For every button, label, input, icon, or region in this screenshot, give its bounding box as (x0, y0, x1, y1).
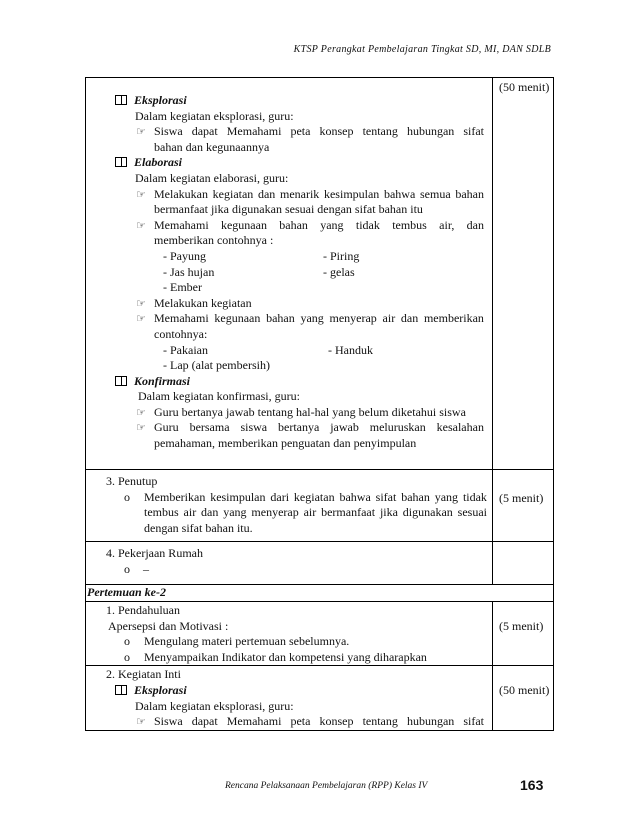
list-text: contohnya: (154, 326, 208, 341)
table-row (86, 470, 554, 542)
word: jawab (330, 420, 359, 435)
justified-line (144, 505, 487, 521)
word: kesimpulan (323, 186, 380, 201)
word: dan (201, 505, 219, 520)
justified-line (136, 124, 484, 140)
dash-item: - Jas hujan - gelas (163, 264, 355, 279)
eksplorasi-heading: Eksplorasi (115, 683, 492, 699)
word: yang (223, 505, 247, 520)
pointing-hand-icon: ☞ (136, 187, 146, 201)
meeting-label: Pertemuan ke-2 (87, 585, 166, 599)
word: menarik (279, 186, 320, 201)
pointing-hand-icon: ☞ (136, 296, 146, 310)
dash-item: - Pakaian - Handuk (163, 342, 373, 357)
time-text: (5 menit) (499, 491, 544, 505)
word: bahwa (383, 186, 416, 201)
word: yang (300, 311, 324, 326)
time-text: (5 menit) (499, 619, 544, 633)
word: bahan (401, 489, 430, 504)
word: yang (320, 217, 344, 232)
word: bermanfaat (321, 505, 376, 520)
word: dapat (191, 714, 218, 729)
word: bersama (189, 420, 230, 435)
activity-cell (86, 470, 493, 542)
intro-text: Dalam kegiatan konfirmasi, guru: (138, 389, 300, 404)
justified-line (136, 311, 484, 327)
dash-item: - Payung - Piring (163, 248, 360, 263)
pointing-hand-icon: ☞ (136, 421, 146, 435)
list-text: bahan dan kegunaannya (154, 139, 270, 154)
justified-line (136, 186, 484, 203)
elaborasi-heading: Elaborasi (115, 155, 492, 171)
activity-cell (86, 602, 493, 666)
word: dapat (191, 124, 218, 139)
rpp-table (85, 77, 554, 731)
list-item: o Mengulang materi pertemuan sebelumnya. (124, 634, 350, 649)
word: kegunaan (220, 217, 267, 232)
section-heading: 3. Penutup (106, 474, 158, 488)
word: tembus (144, 505, 179, 520)
word: konsep (319, 124, 354, 139)
justified-line (136, 714, 484, 730)
activity-cell (86, 78, 493, 470)
word: bahan (455, 186, 484, 201)
word: dari (270, 489, 290, 504)
word: tembus (392, 217, 427, 232)
word: kegiatan (293, 489, 335, 504)
book-icon (115, 157, 127, 167)
table-row (86, 585, 554, 602)
table-row (86, 602, 554, 666)
word: sifat (463, 124, 484, 139)
word: Siswa (154, 124, 183, 139)
list-text: bermanfaat jika digunakan sesuai dengan sifat bahan itu (154, 202, 423, 217)
list-text: memberikan contohnya : (154, 233, 274, 248)
activity-cell (86, 666, 493, 730)
justified-line (136, 420, 484, 436)
time-text: (50 menit) (499, 683, 550, 698)
word: sifat (463, 714, 484, 729)
word: kesimpulan (210, 489, 266, 504)
word: Memahami (226, 714, 282, 729)
pointing-hand-icon: ☞ (136, 312, 146, 326)
word: dan (466, 217, 484, 232)
word: peta (290, 714, 311, 729)
pointing-hand-icon: ☞ (136, 405, 146, 419)
book-icon (115, 376, 127, 386)
intro-text: Dalam kegiatan elaborasi, guru: (135, 170, 289, 185)
word: konsep (319, 714, 354, 729)
list-text: pemahaman, memberikan penguatan dan penyimpulan (154, 436, 417, 451)
word: sifat (375, 489, 397, 504)
intro-text: Dalam kegiatan eksplorasi, guru: (135, 108, 294, 123)
word: Guru (154, 420, 179, 435)
word: bahan (266, 311, 295, 326)
book-icon (115, 685, 127, 695)
sub-heading: Apersepsi dan Motivasi : (108, 618, 229, 633)
dash-item: - Lap (alat pembersih) (163, 358, 270, 373)
word: bertanya (278, 420, 320, 435)
time-cell (493, 78, 554, 470)
word: semua (419, 186, 451, 201)
word: bahan (279, 217, 308, 232)
pointing-hand-icon: ☞ (136, 715, 146, 729)
word: yang (434, 489, 459, 504)
section-heading: 2. Kegiatan Inti (106, 667, 181, 682)
word: hubungan (406, 714, 455, 729)
word: Melakukan (154, 186, 208, 201)
justified-line (136, 217, 484, 234)
list-item: o – (124, 561, 149, 576)
list-text: dengan sifat bahan itu. (144, 520, 253, 535)
word: Siswa (154, 714, 183, 729)
bullet-marker: o (124, 489, 130, 504)
word: air (382, 311, 396, 326)
time-cell (493, 470, 554, 542)
meeting-label-cell (86, 585, 554, 602)
time-cell (493, 602, 554, 666)
word: tidak (355, 217, 380, 232)
list-item: ☞ Melakukan kegiatan (136, 295, 252, 310)
time-cell (493, 666, 554, 730)
word: hubungan (406, 124, 455, 139)
word: menyerap (251, 505, 299, 520)
word: digunakan (402, 505, 453, 520)
list-item: o Menyampaikan Indikator dan kompetensi yang diharapkan (124, 649, 427, 664)
word: Memberikan (144, 489, 206, 504)
time-cell (493, 542, 554, 585)
activity-cell (86, 542, 493, 585)
word: air (303, 505, 317, 520)
section-heading: 4. Pekerjaan Rumah (106, 546, 203, 560)
word: tentang (362, 714, 398, 729)
word: kesalahan (436, 420, 484, 435)
word: air (183, 505, 197, 520)
word: tentang (362, 124, 398, 139)
eksplorasi-heading: Eksplorasi (115, 93, 492, 109)
section-heading: 1. Pendahuluan (106, 603, 180, 617)
word: sesuai (457, 505, 487, 520)
table-row (86, 542, 554, 585)
pointing-hand-icon: ☞ (136, 125, 146, 139)
table-row (86, 78, 554, 470)
word: jika (379, 505, 398, 520)
word: kegiatan (212, 186, 254, 201)
intro-text: Dalam kegiatan eksplorasi, guru: (135, 698, 294, 713)
word: meluruskan (369, 420, 426, 435)
justified-line (124, 489, 487, 506)
pointing-hand-icon: ☞ (136, 218, 146, 232)
word: bahwa (339, 489, 371, 504)
word: dan (400, 311, 419, 326)
running-header: KTSP Perangkat Pembelajaran Tingkat SD, MI, DAN SDLB (293, 44, 551, 55)
table-row (86, 666, 554, 730)
word: Memahami (226, 124, 282, 139)
time-text: (50 menit) (499, 80, 550, 94)
word: memberikan (423, 311, 484, 326)
word: siswa (240, 420, 268, 435)
word: kegunaan (214, 311, 261, 326)
page-number: 163 (520, 777, 544, 793)
word: Memahami (154, 311, 209, 326)
list-item: ☞ Guru bertanya jawab tentang hal-hal yang belum diketahui siswa (136, 404, 466, 419)
word: menyerap (329, 311, 377, 326)
konfirmasi-heading: Konfirmasi (115, 374, 492, 390)
footer-text: Rencana Pelaksanaan Pembelajaran (RPP) Kelas IV (225, 781, 428, 791)
book-icon (115, 95, 127, 105)
word: peta (290, 124, 311, 139)
word: Memahami (154, 217, 209, 232)
word: dan (257, 186, 276, 201)
dash-item: - Ember (163, 280, 202, 295)
word: air, (439, 217, 455, 232)
word: tidak (462, 489, 487, 504)
